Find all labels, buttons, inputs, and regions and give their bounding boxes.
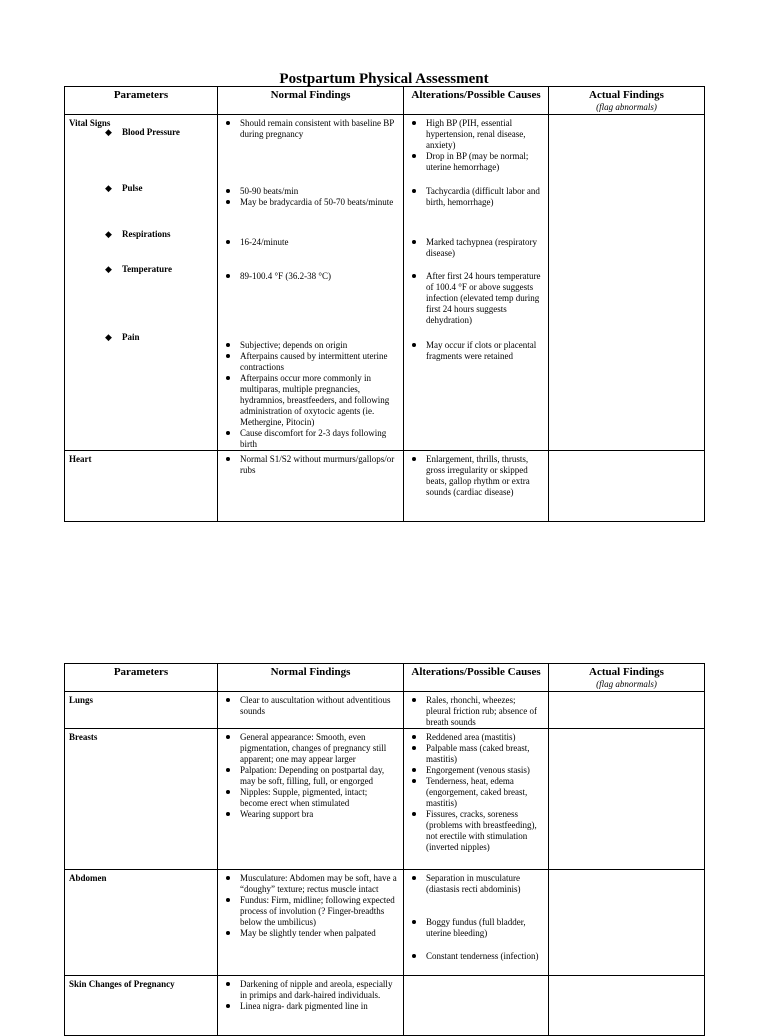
header-actual-findings: [549, 87, 705, 115]
header-row: [65, 87, 705, 115]
table-row-vital-signs: [65, 115, 705, 451]
list-item: Tenderness, heat, edema (engorgement, caked breast, mastitis): [426, 776, 542, 809]
list-item: Darkening of nipple and areola, especially in primips and dark-haired individuals.: [240, 979, 397, 1001]
list-item: May be slightly tender when palpated: [240, 928, 397, 939]
header-parameters: Parameters: [65, 664, 218, 692]
list-item: Linea nigra- dark pigmented line in: [240, 1001, 397, 1012]
list-item: Engorgement (venous stasis): [426, 765, 542, 776]
vital-signs-label: Vital Signs: [69, 118, 111, 128]
list-item: Normal S1/S2 without murmurs/gallops/or rubs: [240, 454, 397, 476]
heart-alterations-cell: [404, 451, 549, 522]
skin-alterations-cell: [404, 976, 549, 1036]
header-actual-label: Actual Findings: [589, 89, 664, 101]
heart-actual-cell[interactable]: [549, 451, 705, 522]
skin-normal-cell: [218, 976, 404, 1036]
list-item: 89-100.4 °F (36.2-38 °C): [240, 271, 397, 282]
table-row-heart: [65, 451, 705, 522]
table-row-lungs: [65, 692, 705, 729]
heart-normal-cell: [218, 451, 404, 522]
list-item: Palpable mass (caked breast, mastitis): [426, 743, 542, 765]
header-alterations: Alterations/Possible Causes: [404, 87, 549, 115]
diamond-bullet-icon: ◆: [105, 264, 112, 274]
abdomen-normal-cell: [218, 870, 404, 976]
skin-actual-cell[interactable]: [549, 976, 705, 1036]
diamond-bullet-icon: ◆: [105, 183, 112, 193]
abdomen-actual-cell[interactable]: [549, 870, 705, 976]
list-item: Fundus: Firm, midline; following expected process of involution (? Finger-breadths below the umbilicus): [240, 895, 397, 928]
diamond-bullet-icon: ◆: [105, 229, 112, 239]
heart-label: Heart: [65, 451, 218, 522]
vital-actual-cell[interactable]: [549, 115, 705, 451]
list-item: Rales, rhonchi, wheezes; pleural friction rub; absence of breath sounds: [426, 695, 542, 728]
list-item: Afterpains occur more commonly in multiparas, multiple pregnancies, hydramnios, breastfeeders, and following administration of oxytocic agents (ie. Methergine, Pitocin): [240, 373, 397, 428]
diamond-bullet-icon: ◆: [105, 127, 112, 137]
list-item: Constant tenderness (infection): [426, 951, 542, 962]
table-row-abdomen: [65, 870, 705, 976]
list-item: Palpation: Depending on postpartal day, may be soft, filling, full, or engorged: [240, 765, 397, 787]
list-item: Tachycardia (difficult labor and birth, hemorrhage): [426, 186, 542, 208]
list-item: Separation in musculature (diastasis recti abdominis): [426, 873, 542, 895]
list-item: After first 24 hours temperature of 100.4 °F or above suggests infection (elevated temp during first 24 hours suggests dehydration): [426, 271, 541, 325]
lungs-actual-cell[interactable]: [549, 692, 705, 729]
header-actual-sub: (flag abnormals): [596, 679, 657, 689]
breasts-alterations-cell: [404, 729, 549, 870]
lungs-label: Lungs: [65, 692, 218, 729]
header-row: [65, 664, 705, 692]
list-item: Afterpains caused by intermittent uterine contractions: [240, 351, 397, 373]
assessment-table-2: [64, 663, 705, 1036]
list-item: Drop in BP (may be normal; uterine hemorrhage): [426, 151, 542, 173]
list-item: Should remain consistent with baseline BP during pregnancy: [240, 118, 397, 140]
diamond-bullet-icon: ◆: [105, 332, 112, 342]
list-item: Clear to auscultation without adventitious sounds: [240, 695, 397, 717]
header-actual-label: Actual Findings: [589, 666, 664, 678]
header-parameters: Parameters: [65, 87, 218, 115]
list-item: Reddened area (mastitis): [426, 732, 542, 743]
list-item: General appearance: Smooth, even pigmentation, changes of pregnancy still apparent; one may appear larger: [240, 732, 397, 765]
lungs-alterations-cell: [404, 692, 549, 729]
abdomen-label: Abdomen: [65, 870, 218, 976]
list-item: Subjective; depends on origin: [240, 340, 397, 351]
list-item: Nipples: Supple, pigmented, intact; become erect when stimulated: [240, 787, 397, 809]
vital-signs-cell: Vital Signs ◆ Blood Pressure ◆ Pulse ◆ Respirations ◆ Temperature ◆ Pain: [65, 115, 218, 451]
vital-alterations-cell: [404, 115, 549, 451]
list-item: Cause discomfort for 2-3 days following birth: [240, 428, 397, 450]
table-row-breasts: [65, 729, 705, 870]
breasts-label: Breasts: [65, 729, 218, 870]
page-title: Postpartum Physical Assessment: [279, 71, 489, 87]
list-item: 50-90 beats/min: [240, 186, 397, 197]
list-item: May be bradycardia of 50-70 beats/minute: [240, 197, 397, 208]
header-actual-findings: [549, 664, 705, 692]
skin-label: Skin Changes of Pregnancy: [65, 976, 218, 1036]
header-normal-findings: Normal Findings: [218, 87, 404, 115]
header-alterations: Alterations/Possible Causes: [404, 664, 549, 692]
header-actual-sub: (flag abnormals): [596, 102, 657, 112]
assessment-table-1: [64, 86, 705, 522]
list-item: Marked tachypnea (respiratory disease): [426, 237, 542, 259]
list-item: Musculature: Abdomen may be soft, have a “doughy” texture; rectus muscle intact: [240, 873, 397, 894]
list-item: Enlargement, thrills, thrusts, gross irregularity or skipped beats, gallop rhythm or extra sounds (cardiac disease): [426, 454, 542, 498]
list-item: Boggy fundus (full bladder, uterine bleeding): [426, 917, 542, 939]
list-item: Wearing support bra: [240, 809, 397, 820]
table-row-skin: [65, 976, 705, 1036]
list-item: May occur if clots or placental fragments were retained: [426, 340, 542, 362]
breasts-actual-cell[interactable]: [549, 729, 705, 870]
vital-normal-cell: [218, 115, 404, 451]
abdomen-alterations-cell: [404, 870, 549, 976]
list-item: High BP (PIH, essential hypertension, renal disease, anxiety): [426, 118, 542, 151]
lungs-normal-cell: [218, 692, 404, 729]
list-item: 16-24/minute: [240, 237, 397, 248]
list-item: Fissures, cracks, soreness (problems with breastfeeding), not erectile with stimulation (inverted nipples): [426, 809, 542, 853]
breasts-normal-cell: [218, 729, 404, 870]
header-normal-findings: Normal Findings: [218, 664, 404, 692]
